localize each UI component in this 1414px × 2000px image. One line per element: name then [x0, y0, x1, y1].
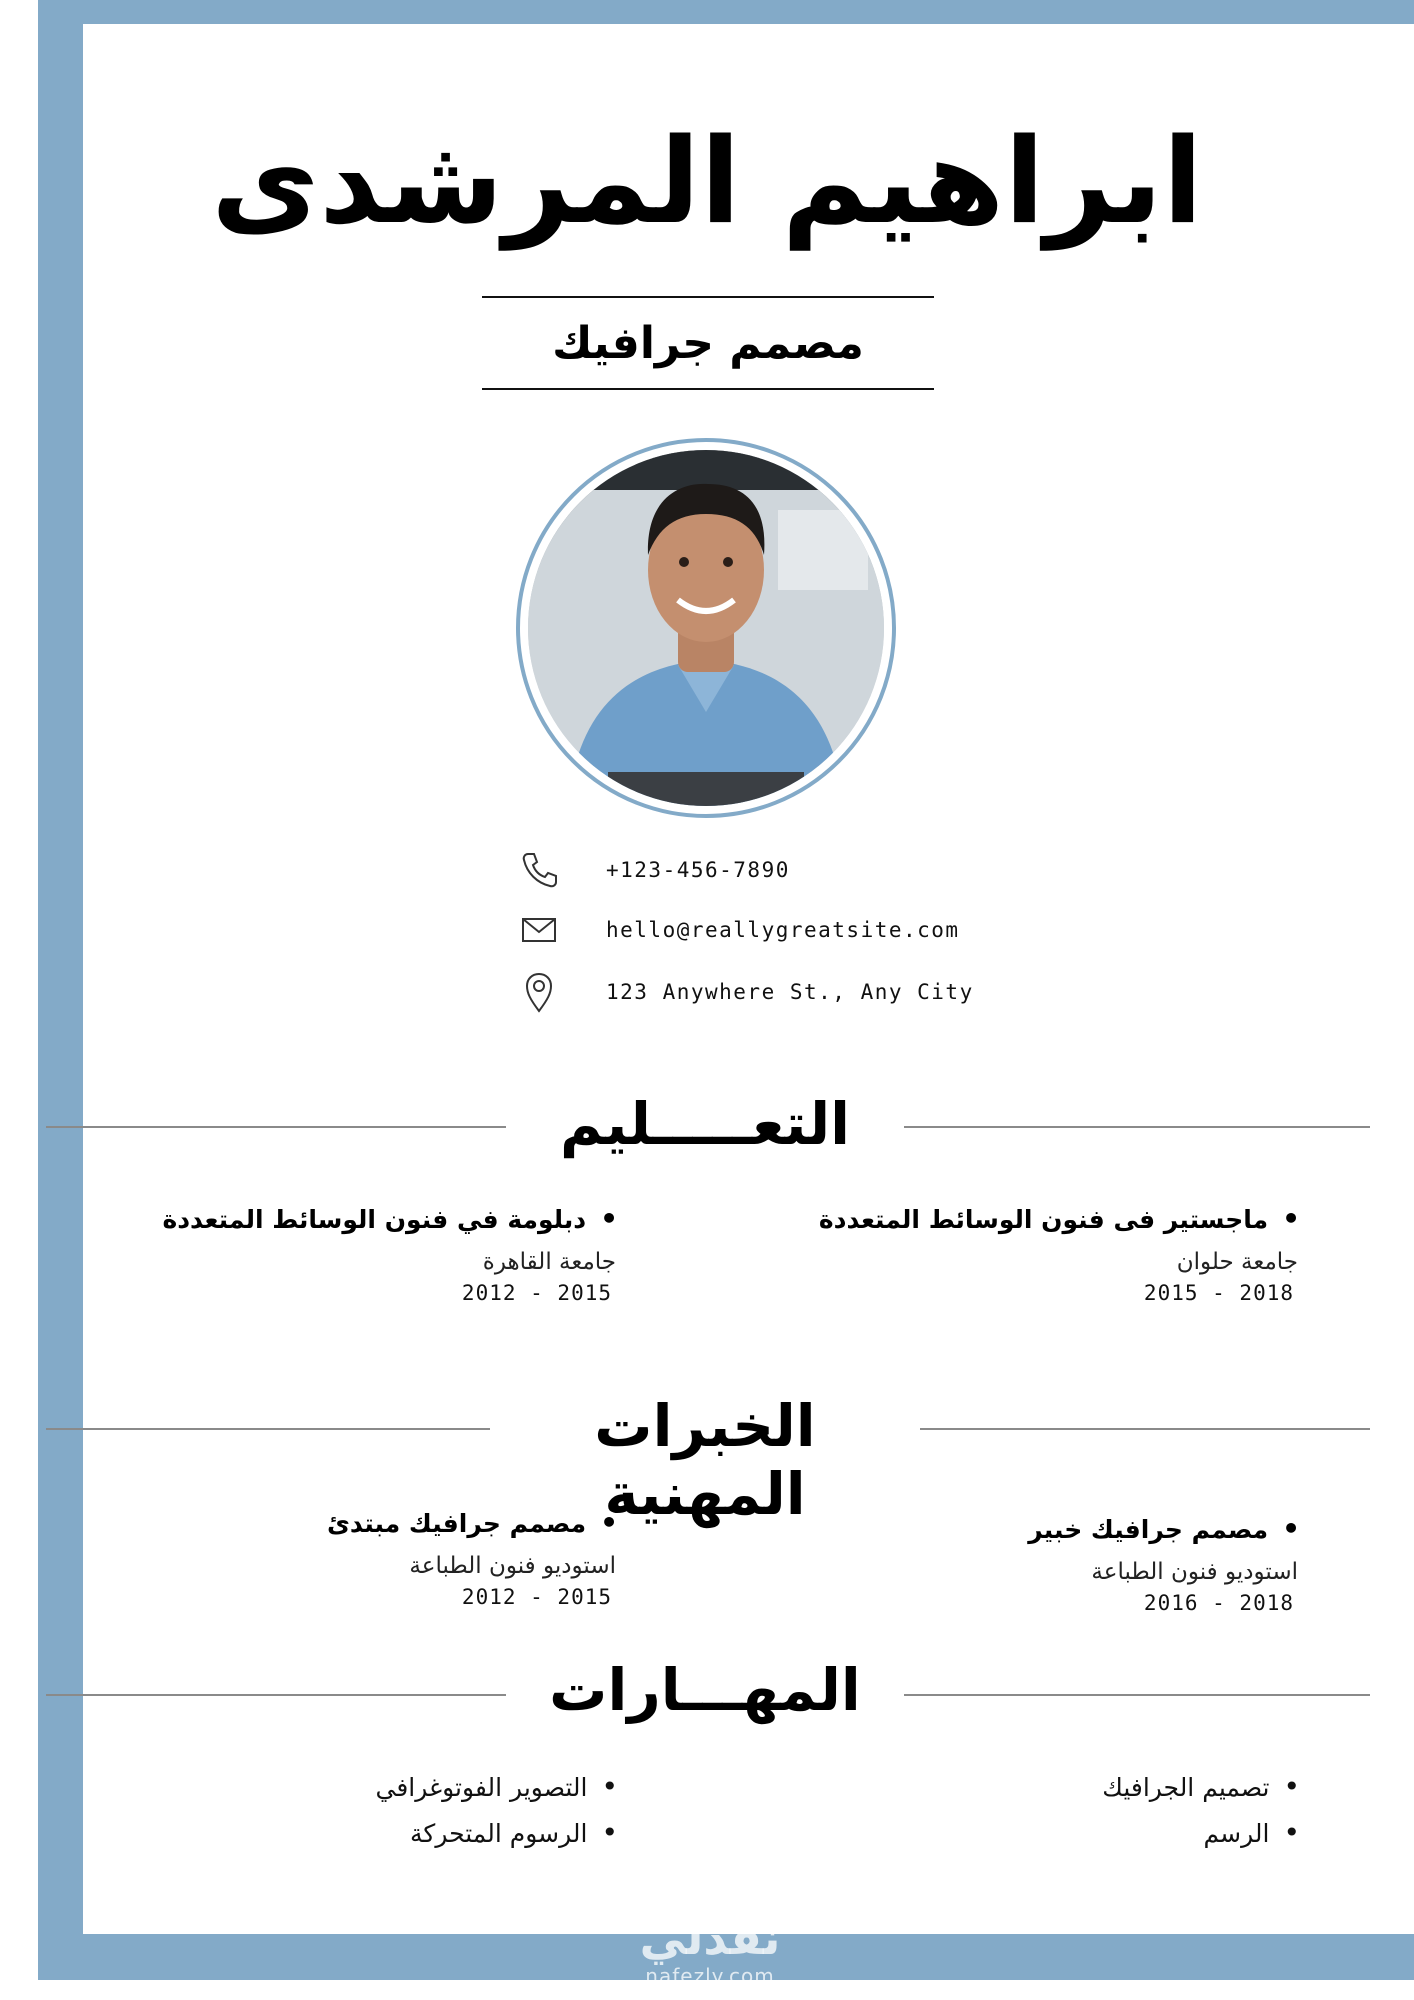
contact-address — [512, 970, 974, 1014]
experience-years: 2012 - 2015 — [461, 1585, 612, 1609]
job-role: • مصمم جرافيك خبير — [1028, 1512, 1300, 1545]
skills-divider-right — [904, 1694, 1370, 1696]
watermark-url: nafezly.com — [645, 1964, 775, 1988]
phone-number: +123-456-7890 — [606, 858, 790, 882]
school-name: جامعة حلوان — [1176, 1249, 1298, 1275]
experience-item — [327, 1506, 618, 1609]
street-address: 123 Anywhere St., Any City — [606, 980, 974, 1004]
phone-icon — [512, 848, 566, 892]
education-divider-right — [904, 1126, 1370, 1128]
company-name: استوديو فنون الطباعة — [409, 1553, 616, 1579]
skill-item: • تصميم الجرافيك — [1102, 1770, 1300, 1803]
candidate-name: ابراهيم المرشدى — [211, 112, 1203, 250]
title-top-rule — [482, 296, 934, 298]
education-item — [819, 1202, 1300, 1305]
education-years: 2015 - 2018 — [1143, 1281, 1294, 1305]
school-name: جامعة القاهرة — [482, 1249, 616, 1275]
profile-photo — [528, 450, 884, 806]
email-address: hello@reallygreatsite.com — [606, 918, 960, 942]
experience-heading: الخبرات المهنية — [490, 1392, 920, 1528]
skills-heading: المهـــارات — [549, 1656, 861, 1724]
education-years: 2012 - 2015 — [461, 1281, 612, 1305]
location-icon — [512, 970, 566, 1014]
job-title: مصمم جرافيك — [552, 318, 864, 369]
job-role: • مصمم جرافيك مبتدئ — [327, 1506, 618, 1539]
watermark — [620, 1912, 800, 1988]
education-item — [162, 1202, 618, 1305]
watermark-logo: نفذلي — [639, 1911, 781, 1965]
contact-email — [512, 908, 960, 952]
degree-title: • ماجستير فى فنون الوسائط المتعددة — [819, 1202, 1300, 1235]
education-heading: التعـــــليم — [559, 1090, 851, 1158]
company-name: استوديو فنون الطباعة — [1091, 1559, 1298, 1585]
email-icon — [512, 908, 566, 952]
degree-title: • دبلومة في فنون الوسائط المتعددة — [162, 1202, 618, 1235]
skill-item: • الرسوم المتحركة — [410, 1816, 618, 1849]
experience-years: 2016 - 2018 — [1143, 1591, 1294, 1615]
experience-item — [1028, 1512, 1300, 1615]
profile-photo-illustration — [528, 450, 884, 806]
contact-phone — [512, 848, 790, 892]
title-bottom-rule — [482, 388, 934, 390]
education-divider-left — [46, 1126, 506, 1128]
skills-divider-left — [46, 1694, 506, 1696]
skill-item: • التصوير الفوتوغرافي — [375, 1770, 618, 1803]
skill-item: • الرسم — [1204, 1816, 1300, 1849]
